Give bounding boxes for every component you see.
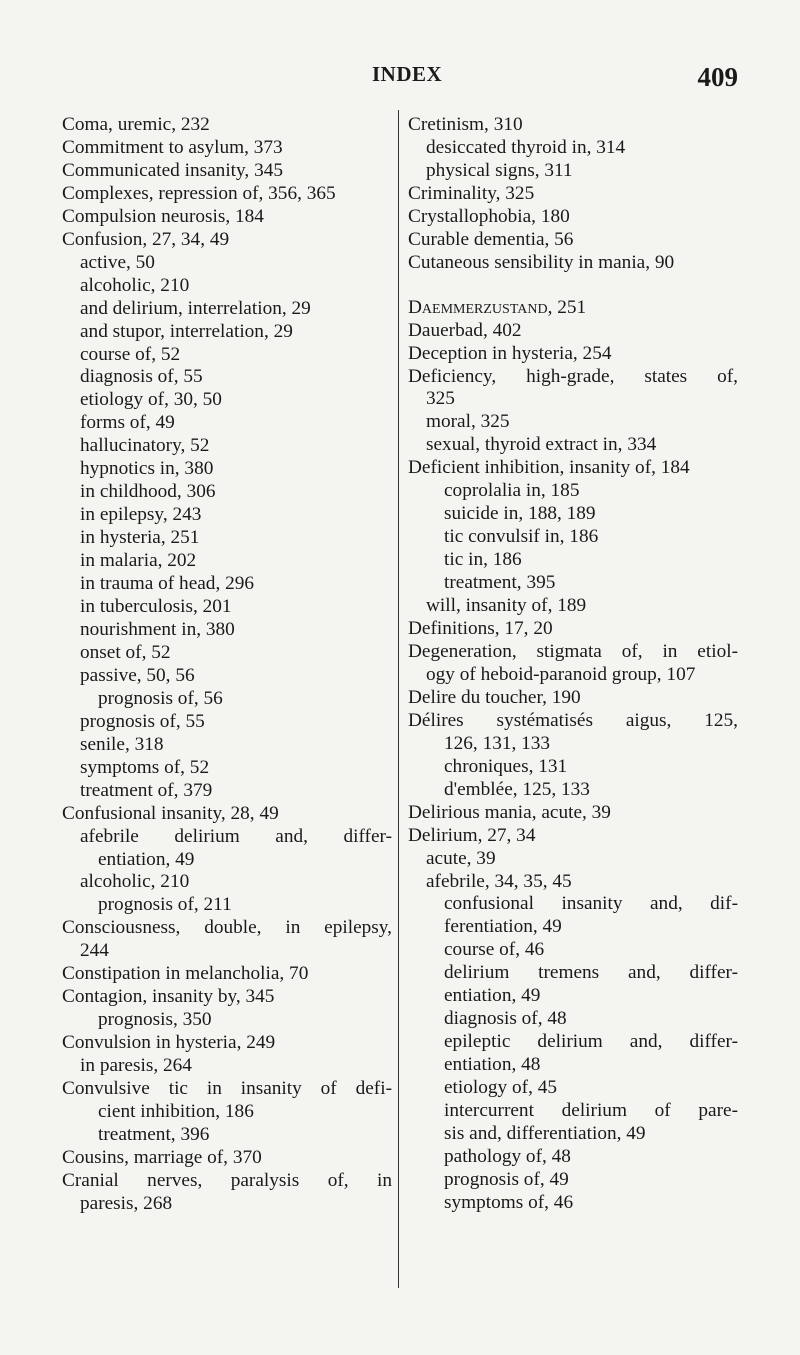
index-subentry: prognosis of, 56 bbox=[98, 687, 223, 709]
index-subentry: entiation, 49 bbox=[444, 985, 541, 1007]
index-entry: Communicated insanity, 345 bbox=[62, 159, 283, 181]
index-subentry: ogy of heboid-paranoid group, 107 bbox=[426, 663, 696, 685]
index-subentry: moral, 325 bbox=[426, 411, 510, 433]
index-subentry: prognosis of, 55 bbox=[80, 710, 205, 732]
index-subentry: tic in, 186 bbox=[444, 549, 522, 571]
index-entry: Confusion, 27, 34, 49 bbox=[62, 228, 230, 250]
index-subentry: treatment, 396 bbox=[98, 1123, 210, 1145]
index-entry: Delire du toucher, 190 bbox=[408, 686, 581, 708]
index-subentry: prognosis, 350 bbox=[98, 1009, 212, 1031]
index-subentry: in hysteria, 251 bbox=[80, 527, 200, 549]
index-subentry: and stupor, interrelation, 29 bbox=[80, 320, 293, 342]
page-number: 409 bbox=[697, 62, 738, 92]
index-subentry: 126, 131, 133 bbox=[444, 732, 551, 754]
index-subentry: physical signs, 311 bbox=[426, 159, 573, 181]
index-subentry: hallucinatory, 52 bbox=[80, 435, 210, 457]
index-subentry: intercurrent delirium of pare- bbox=[444, 1100, 738, 1122]
index-subentry: sis and, differentiation, 49 bbox=[444, 1122, 646, 1144]
index-entry: Convulsion in hysteria, 249 bbox=[62, 1032, 276, 1054]
index-subentry: 244 bbox=[80, 940, 109, 962]
index-subentry: afebrile, 34, 35, 45 bbox=[426, 870, 572, 892]
index-subentry: treatment of, 379 bbox=[80, 779, 213, 801]
index-subentry: coprolalia in, 185 bbox=[444, 480, 580, 502]
index-entry: Deficient inhibition, insanity of, 184 bbox=[408, 457, 690, 479]
index-subentry: in malaria, 202 bbox=[80, 550, 197, 572]
index-entry: Delirium, 27, 34 bbox=[408, 824, 536, 846]
index-subentry: sexual, thyroid extract in, 334 bbox=[426, 434, 657, 456]
index-subentry: desiccated thyroid in, 314 bbox=[426, 136, 626, 158]
index-entry: Cousins, marriage of, 370 bbox=[62, 1146, 262, 1168]
index-subentry: delirium tremens and, differ- bbox=[444, 962, 738, 984]
index-subentry: alcoholic, 210 bbox=[80, 274, 190, 296]
index-entry: Cranial nerves, paralysis of, in bbox=[62, 1169, 392, 1191]
running-title: INDEX bbox=[372, 62, 443, 86]
index-subentry: will, insanity of, 189 bbox=[426, 595, 587, 617]
index-entry: Convulsive tic in insanity of defi- bbox=[62, 1078, 392, 1100]
index-entry: Contagion, insanity by, 345 bbox=[62, 986, 275, 1008]
index-subentry: nourishment in, 380 bbox=[80, 618, 235, 640]
index-subentry: and delirium, interrelation, 29 bbox=[80, 297, 311, 319]
index-entry: Délires systématisés aigus, 125, bbox=[408, 709, 738, 731]
index-subentry: alcoholic, 210 bbox=[80, 871, 190, 893]
index-subentry: confusional insanity and, dif- bbox=[444, 893, 738, 915]
index-subentry: active, 50 bbox=[80, 251, 155, 273]
index-subentry: diagnosis of, 55 bbox=[80, 366, 203, 388]
index-entry: Deficiency, high-grade, states of, bbox=[408, 365, 738, 387]
index-entry: Curable dementia, 56 bbox=[408, 228, 574, 250]
index-subentry: etiology of, 45 bbox=[444, 1077, 557, 1099]
index-subentry: d'emblée, 125, 133 bbox=[444, 778, 590, 800]
index-subentry: in tuberculosis, 201 bbox=[80, 596, 232, 618]
index-subentry: forms of, 49 bbox=[80, 412, 175, 434]
index-subentry: 325 bbox=[426, 388, 455, 410]
index-entry: Crystallophobia, 180 bbox=[408, 205, 570, 227]
index-entry: Consciousness, double, in epilepsy, bbox=[62, 917, 392, 939]
index-subentry: symptoms of, 46 bbox=[444, 1191, 574, 1213]
index-section-gap bbox=[408, 275, 738, 297]
index-entry: Compulsion neurosis, 184 bbox=[62, 205, 264, 227]
index-subentry: senile, 318 bbox=[80, 733, 164, 755]
index-entry: Dauerbad, 402 bbox=[408, 319, 522, 341]
index-subentry: pathology of, 48 bbox=[444, 1145, 571, 1167]
index-entry: Complexes, repression of, 356, 365 bbox=[62, 182, 336, 204]
index-subentry: course of, 52 bbox=[80, 343, 181, 365]
index-subentry: in childhood, 306 bbox=[80, 481, 216, 503]
index-subentry: diagnosis of, 48 bbox=[444, 1008, 567, 1030]
index-subentry: suicide in, 188, 189 bbox=[444, 503, 596, 525]
index-subentry: in paresis, 264 bbox=[80, 1055, 192, 1077]
index-entry: Deception in hysteria, 254 bbox=[408, 342, 612, 364]
index-subentry: in trauma of head, 296 bbox=[80, 573, 255, 595]
index-entry: Cutaneous sensibility in mania, 90 bbox=[408, 251, 675, 273]
index-subentry: passive, 50, 56 bbox=[80, 664, 195, 686]
index-subentry: prognosis of, 211 bbox=[98, 894, 232, 916]
index-entry: Commitment to asylum, 373 bbox=[62, 136, 283, 158]
index-subentry: onset of, 52 bbox=[80, 641, 171, 663]
index-subentry: entiation, 49 bbox=[98, 848, 195, 870]
index-entry: Daemmerzustand, 251 bbox=[408, 296, 587, 318]
index-subentry: treatment, 395 bbox=[444, 572, 556, 594]
index-entry: Degeneration, stigmata of, in etiol- bbox=[408, 640, 738, 662]
index-entry: Constipation in melancholia, 70 bbox=[62, 963, 309, 985]
running-header bbox=[0, 62, 800, 92]
column-divider bbox=[398, 110, 399, 1288]
index-entry: Criminality, 325 bbox=[408, 182, 535, 204]
index-subentry: cient inhibition, 186 bbox=[98, 1100, 254, 1122]
index-subentry: ferentiation, 49 bbox=[444, 916, 562, 938]
index-subentry: afebrile delirium and, differ- bbox=[80, 825, 392, 847]
index-subentry: etiology of, 30, 50 bbox=[80, 389, 222, 411]
index-subentry: epileptic delirium and, differ- bbox=[444, 1031, 738, 1053]
index-subentry: prognosis of, 49 bbox=[444, 1168, 569, 1190]
index-subentry: acute, 39 bbox=[426, 847, 496, 869]
index-subentry: paresis, 268 bbox=[80, 1192, 173, 1214]
index-column-right bbox=[408, 114, 738, 1215]
index-subentry: course of, 46 bbox=[444, 939, 545, 961]
index-subentry: in epilepsy, 243 bbox=[80, 504, 202, 526]
index-entry: Delirious mania, acute, 39 bbox=[408, 801, 611, 823]
index-subentry: tic convulsif in, 186 bbox=[444, 526, 599, 548]
index-entry: Cretinism, 310 bbox=[408, 114, 523, 135]
index-subentry: entiation, 48 bbox=[444, 1054, 541, 1076]
index-entry: Confusional insanity, 28, 49 bbox=[62, 802, 279, 824]
index-subentry: chroniques, 131 bbox=[444, 755, 568, 777]
index-column-left bbox=[62, 114, 392, 1216]
index-subentry: symptoms of, 52 bbox=[80, 756, 210, 778]
index-entry: Definitions, 17, 20 bbox=[408, 618, 553, 640]
index-subentry: hypnotics in, 380 bbox=[80, 458, 214, 480]
index-entry: Coma, uremic, 232 bbox=[62, 114, 210, 135]
